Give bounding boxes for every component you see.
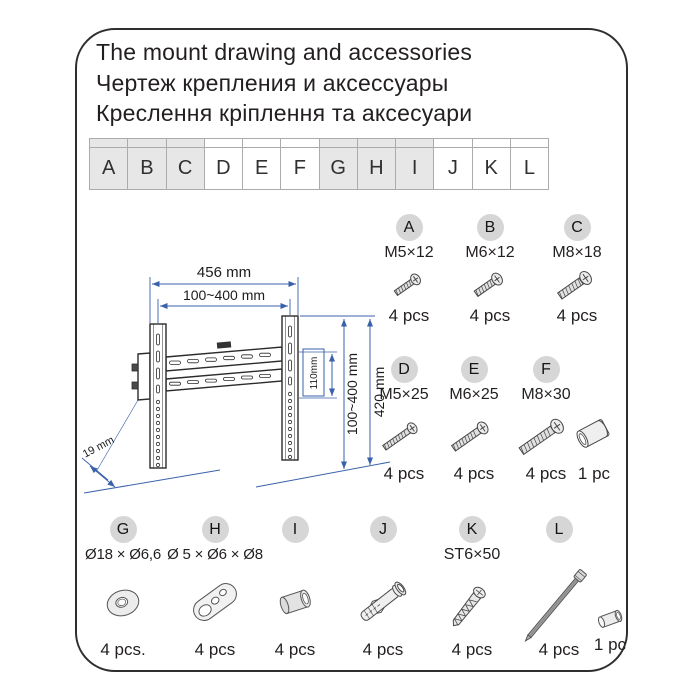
accessory-qty: 4 pcs — [453, 464, 495, 483]
mount-drawing — [78, 246, 398, 508]
accessory-qty: 1 pc — [577, 464, 611, 483]
accessory-b — [452, 214, 528, 326]
accessory-spec: M8×18 — [552, 244, 602, 261]
accessory-spec: M8×30 — [521, 386, 571, 403]
legend-letter: C — [177, 157, 193, 179]
accessory-letter-badge — [564, 214, 591, 241]
accessory-qty: 4 pcs — [388, 306, 430, 325]
legend-col-c — [167, 139, 205, 189]
wall-anchor-icon — [350, 566, 416, 638]
legend-letter: G — [330, 157, 346, 179]
phillips-screw-icon — [386, 264, 432, 304]
legend-col-i — [396, 139, 434, 189]
legend-col-g — [320, 139, 358, 189]
accessory-letter-badge — [391, 356, 418, 383]
title-en: The mount drawing and accessories — [96, 39, 473, 65]
accessory-letter-badge — [459, 516, 486, 543]
legend-strip — [511, 139, 548, 148]
accessory-letter: D — [398, 360, 410, 378]
legend-col-f — [281, 139, 319, 189]
legend-strip — [128, 139, 165, 148]
page-title — [96, 37, 472, 129]
accessory-qty: 4 pcs — [383, 464, 425, 483]
accessory-letter-badge — [461, 356, 488, 383]
accessory-letter: B — [484, 218, 496, 236]
legend-letter: H — [369, 157, 384, 179]
accessory-letter-badge — [202, 516, 229, 543]
title-uk: Креслення кріплення та аксесуари — [96, 100, 473, 126]
legend-col-j — [434, 139, 472, 189]
accessory-h — [165, 516, 265, 660]
dim-width-total: 456 mm — [196, 264, 252, 281]
legend-strip — [473, 139, 510, 148]
accessory-qty: 4 pcs — [274, 640, 316, 659]
legend-col-b — [128, 139, 166, 189]
legend-table — [89, 138, 549, 190]
accessory-letter: H — [209, 520, 221, 538]
spacer-sleeve-icon — [270, 566, 320, 638]
cylinder-spacer-icon — [569, 403, 619, 462]
accessory-letter: G — [116, 520, 130, 538]
legend-col-d — [205, 139, 243, 189]
accessory-qty: 4 pcs — [194, 640, 236, 659]
accessory-c — [539, 214, 615, 326]
legend-strip — [281, 139, 318, 148]
phillips-screw-icon — [375, 406, 433, 462]
legend-letter: K — [484, 157, 498, 179]
legend-letter: J — [447, 157, 458, 179]
accessory-letter: L — [554, 520, 564, 538]
legend-col-e — [243, 139, 281, 189]
legend-strip — [90, 139, 127, 148]
washer-icon — [96, 566, 150, 638]
accessory-letter-badge — [110, 516, 137, 543]
legend-strip — [396, 139, 433, 148]
dim-height-total: 420 mm — [371, 366, 387, 418]
accessory-spec: Ø 5 × Ø6 × Ø8 — [167, 546, 263, 563]
accessory-qty: 4 pcs — [451, 640, 493, 659]
accessory-letter: F — [541, 360, 551, 378]
legend-col-h — [358, 139, 396, 189]
accessory-a — [371, 214, 447, 326]
accessory-spec: M6×25 — [449, 386, 499, 403]
accessory-letter: C — [571, 218, 583, 236]
accessory-letter-badge — [282, 516, 309, 543]
self-tapping-screw-icon — [442, 566, 502, 638]
accessory-j — [345, 516, 421, 660]
accessory-spec: Ø18 × Ø6,6 — [85, 546, 161, 563]
legend-strip — [243, 139, 280, 148]
legend-letter: E — [254, 157, 269, 179]
title-ru: Чертеж крепления и аксессуары — [96, 69, 449, 96]
accessory-spec: M5×12 — [384, 244, 434, 261]
accessory-l — [524, 516, 594, 660]
accessory-spec: M6×12 — [465, 244, 515, 261]
legend-letter: F — [293, 157, 306, 179]
accessory-letter-badge — [396, 214, 423, 241]
accessory-letter-badge — [533, 356, 560, 383]
accessory-qty: 4 pcs — [525, 464, 567, 483]
spacer-plate-icon — [177, 566, 253, 638]
accessory-letter-badge — [370, 516, 397, 543]
cylinder-cap-icon — [592, 563, 628, 633]
dim-height-range: 100~400 mm — [344, 352, 360, 436]
legend-strip — [320, 139, 357, 148]
accessory-letter: J — [379, 520, 387, 538]
legend-strip — [358, 139, 395, 148]
legend-letter: A — [101, 157, 116, 179]
phillips-screw-icon — [466, 264, 514, 304]
accessory-e — [436, 356, 512, 484]
accessory-letter: A — [403, 218, 415, 236]
dim-inner-height: 110mm — [309, 356, 320, 390]
accessory-letter: K — [466, 520, 478, 538]
bracket-outline — [132, 316, 298, 468]
accessory-qty: 4 pcs — [556, 306, 598, 325]
accessory-letter-badge — [477, 214, 504, 241]
accessory-qty: 4 pcs — [538, 640, 580, 659]
accessory-spec: ST6×50 — [443, 546, 501, 563]
legend-strip — [205, 139, 242, 148]
accessory-qty: 1 pc — [593, 635, 627, 654]
legend-col-k — [473, 139, 511, 189]
accessory-letter: E — [468, 360, 480, 378]
accessory-qty: 4 pcs — [469, 306, 511, 325]
accessory-qty: 4 pcs. — [100, 640, 146, 659]
phillips-screw-icon — [550, 264, 604, 304]
accessory-letter: I — [292, 520, 298, 538]
dim-depth: 19 mm — [80, 434, 117, 461]
accessory-k — [432, 516, 512, 660]
accessory-spacer — [566, 403, 622, 484]
accessory-spec: M5×25 — [379, 386, 429, 403]
legend-strip — [434, 139, 471, 148]
accessory-d — [366, 356, 442, 484]
dim-width-range: 100~400 mm — [182, 287, 266, 303]
accessory-qty: 4 pcs — [362, 640, 404, 659]
legend-letter: D — [216, 157, 231, 179]
legend-col-l — [511, 139, 548, 189]
accessory-i — [257, 516, 333, 660]
legend-strip — [167, 139, 204, 148]
legend-col-a — [90, 139, 128, 189]
accessory-g — [80, 516, 166, 660]
accessory-letter-badge — [546, 516, 573, 543]
legend-letter: L — [523, 157, 535, 179]
legend-letter: I — [411, 157, 418, 179]
legend-letter: B — [140, 157, 154, 179]
phillips-screw-icon — [444, 406, 504, 462]
accessory-cap — [588, 563, 632, 655]
